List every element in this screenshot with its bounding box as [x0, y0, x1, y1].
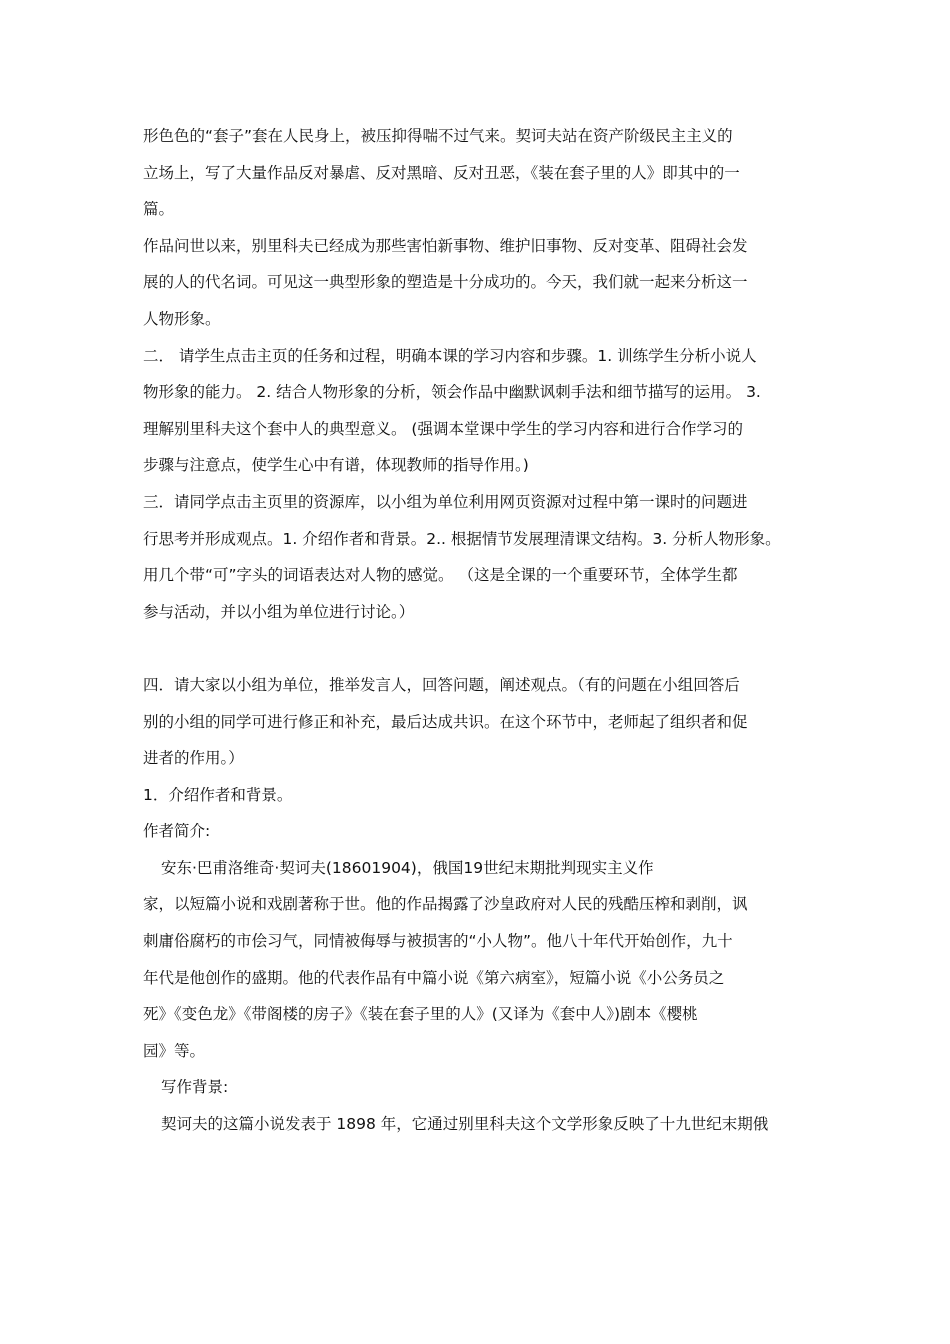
text-line: 进者的作用。） — [143, 749, 244, 768]
text-line: 别的小组的同学可进行修正和补充，最后达成共识。在这个环节中，老师起了组织者和促 — [143, 712, 748, 731]
text-line: 立场上，写了大量作品反对暴虐、反对黑暗、反对丑恶，《装在套子里的人》即其中的一 — [143, 163, 740, 182]
text-line: 三．请同学点击主页里的资源库，以小组为单位利用网页资源对过程中第一课时的问题进 — [143, 492, 748, 511]
text-line: 物形象的能力。 2. 结合人物形象的分析，领会作品中幽默讽刺手法和细节描写的运用。 3. — [143, 383, 761, 402]
text-line: 家，以短篇小说和戏剧著称于世。他的作品揭露了沙皇政府对人民的残酷压榨和剥削，讽 — [143, 895, 748, 914]
text-line: 四．请大家以小组为单位，推举发言人，回答问题，阐述观点。（有的问题在小组回答后 — [143, 675, 740, 694]
text-line: 二． 请学生点击主页的任务和过程，明确本课的学习内容和步骤。1. 训练学生分析小说人 — [143, 346, 757, 365]
paragraph-gap — [143, 630, 811, 667]
section-heading: 1．介绍作者和背景。 — [143, 785, 293, 804]
text-line: 人物形象。 — [143, 309, 221, 328]
subheading: 作者简介: — [143, 822, 211, 841]
text-line: 死》《变色龙》《带阁楼的房子》《装在套子里的人》(又译为《套中人》)剧本《樱桃 — [143, 1005, 698, 1024]
subheading: 写作背景: — [161, 1078, 229, 1097]
text-line: 篇。 — [143, 200, 175, 219]
text-line: 步骤与注意点，使学生心中有谱，体现教师的指导作用。) — [143, 456, 529, 475]
text-line: 作品问世以来，别里科夫已经成为那些害怕新事物、维护旧事物、反对变革、阻碍社会发 — [143, 236, 748, 255]
text-line: 园》等。 — [143, 1041, 206, 1060]
text-line: 安东·巴甫洛维奇·契诃夫(18601904)，俄国19世纪末期批判现实主义作 — [161, 858, 654, 877]
text-line: 行思考并形成观点。1. 介绍作者和背景。2.. 根据情节发展理清课文结构。3. 分析人物形象。 — [143, 529, 781, 548]
text-line: 用几个带“可”字头的词语表达对人物的感觉。 （这是全课的一个重要环节，全体学生都 — [143, 566, 738, 585]
text-line: 形色色的“套子”套在人民身上，被压抑得喘不过气来。契诃夫站在资产阶级民主主义的 — [143, 127, 733, 145]
text-line: 参与活动，并以小组为单位进行讨论。） — [143, 602, 415, 621]
text-line: 契诃夫的这篇小说发表于 1898 年，它通过别里科夫这个文学形象反映了十九世纪末期俄 — [161, 1115, 769, 1134]
text-line: 展的人的代名词。可见这一典型形象的塑造是十分成功的。今天，我们就一起来分析这一 — [143, 273, 748, 292]
text-line: 刺庸俗腐朽的市侩习气，同情被侮辱与被损害的“小人物”。他八十年代开始创作，九十 — [143, 932, 733, 951]
text-line: 理解别里科夫这个套中人的典型意义。 (强调本堂课中学生的学习内容和进行合作学习的 — [143, 419, 743, 438]
document-body — [143, 118, 811, 1143]
text-line: 年代是他创作的盛期。他的代表作品有中篇小说《第六病室》，短篇小说《小公务员之 — [143, 968, 725, 987]
